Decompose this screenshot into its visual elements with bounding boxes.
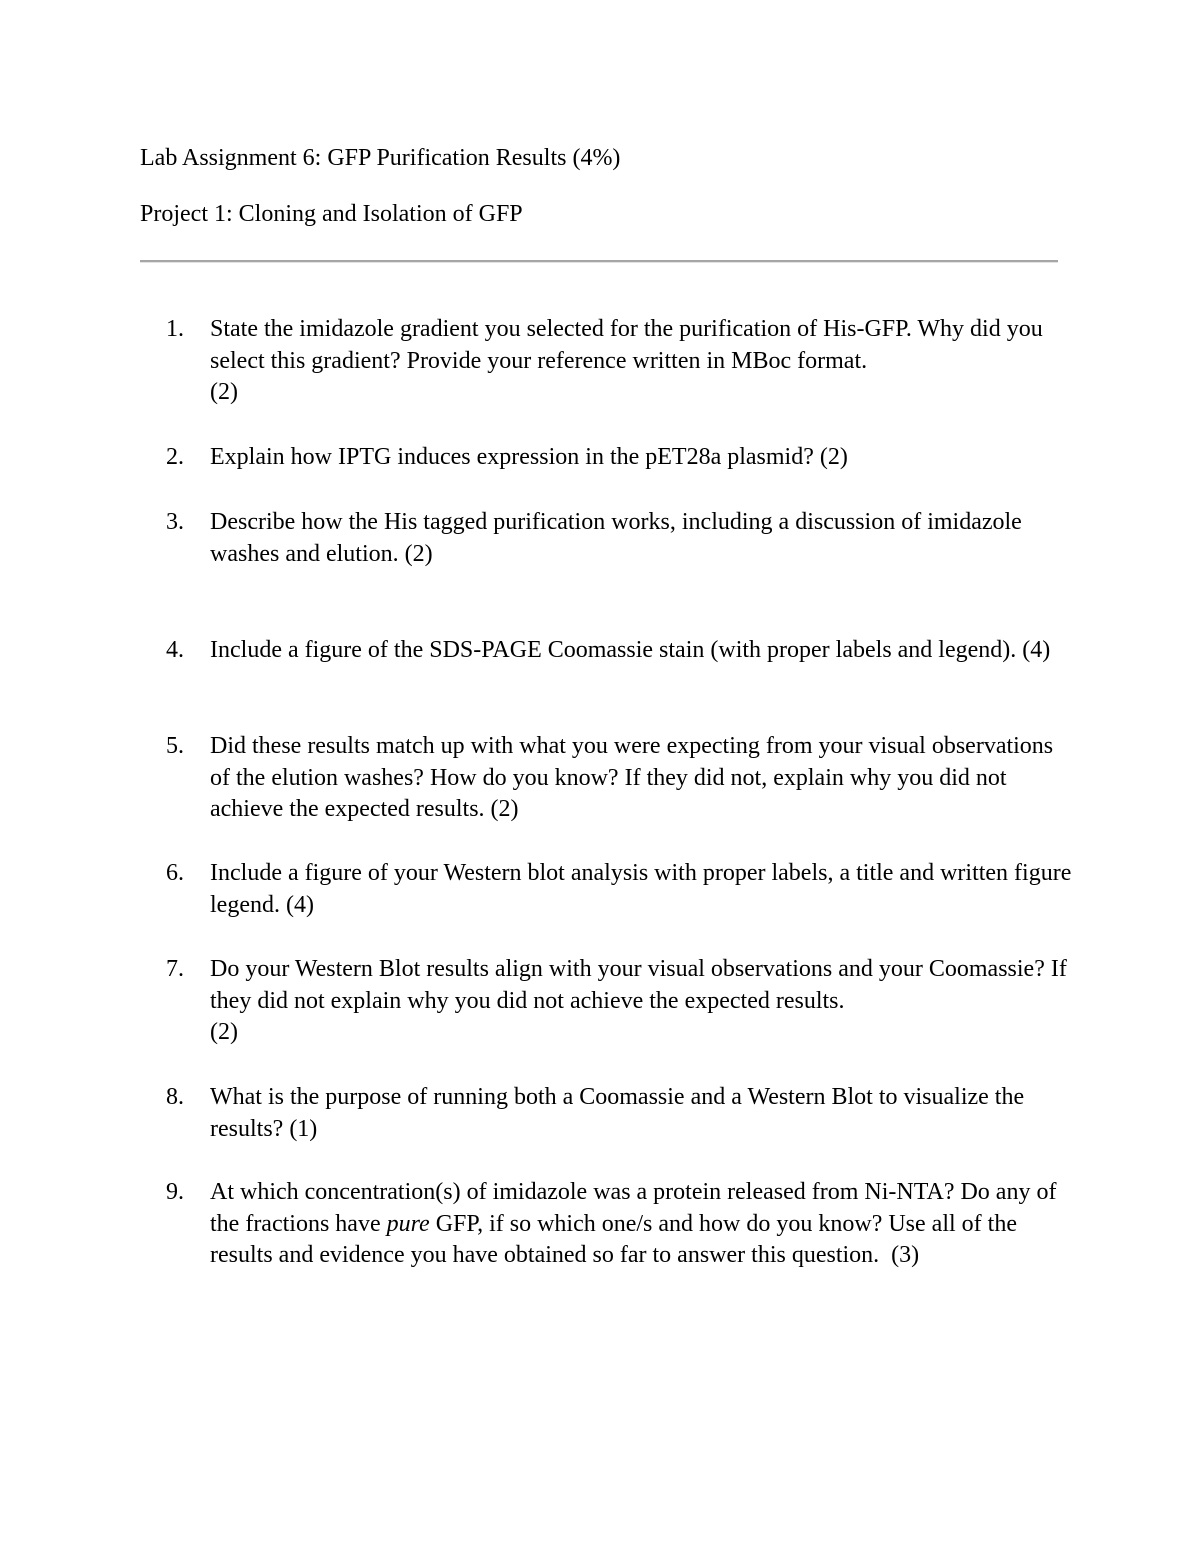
question-points: (1) [289,1115,318,1142]
question-1 [166,314,1076,409]
question-number: 6. [166,860,184,886]
question-7 [166,954,1076,1049]
question-number: 7. [166,956,184,982]
question-number: 9. [166,1179,184,1205]
question-body: Do your Western Blot results align with your visual observations and your Coomassie? If they did not explain why you did not achieve the expected results. [210,956,1067,1014]
question-4 [166,635,1076,667]
assignment-title: Lab Assignment 6: GFP Purification Results (4%) [140,145,621,171]
question-body-continued: GFP, if so which one/s and how do you know? Use all of the results and evidence you have obtained so far to answer this question. [210,1210,1017,1268]
question-number: 3. [166,509,184,535]
project-subtitle: Project 1: Cloning and Isolation of GFP [140,201,523,227]
emphasized-word: pure [386,1210,430,1237]
question-number: 8. [166,1084,184,1110]
question-text [210,1082,1076,1145]
question-8 [166,1082,1076,1145]
question-text [210,507,1076,570]
question-points: (2) [210,1019,238,1045]
question-body: Include a figure of the SDS-PAGE Coomassie stain (with proper labels and legend). [210,637,1017,663]
question-body: Explain how IPTG induces expression in the pET28a plasmid? [210,444,814,470]
question-body: State the imidazole gradient you selected for the purification of His-GFP. Why did you select this gradient? Provide your reference written in MBoc format. [210,316,1043,374]
question-body: Describe how the His tagged purification works, including a discussion of imidazole washes and elution. [210,509,1022,567]
question-text [210,858,1076,921]
horizontal-divider [140,260,1058,263]
question-number: 5. [166,733,184,759]
question-body: Did these results match up with what you were expecting from your visual observations of the elution washes? How do you know? If they did not, explain why you did not achieve the expected results. [210,733,1054,822]
question-text [210,314,1076,409]
question-number: 1. [166,316,184,342]
question-points: (4) [285,891,314,918]
question-text [210,635,1076,667]
question-body: Include a figure of your Western blot analysis with proper labels, a title and written figure legend. [210,860,1072,918]
question-points: (4) [1022,637,1051,663]
question-text [210,954,1076,1049]
question-points: (2) [819,444,848,470]
question-points: (2) [210,379,238,405]
question-9 [166,1177,1076,1272]
question-text [210,442,1076,474]
question-3 [166,507,1076,570]
question-5 [166,731,1076,826]
question-body: At which concentration(s) of imidazole was a protein released from Ni-NTA? Do any of the fractions have [210,1179,1057,1237]
question-points: (3) [891,1242,920,1268]
question-points: (2) [404,540,433,567]
question-text [210,1177,1076,1272]
question-number: 4. [166,637,184,663]
question-6 [166,858,1076,921]
question-text [210,731,1076,826]
question-2 [166,442,1076,474]
question-number: 2. [166,444,184,470]
question-body: What is the purpose of running both a Coomassie and a Western Blot to visualize the results? [210,1084,1025,1142]
question-points: (2) [490,796,519,822]
